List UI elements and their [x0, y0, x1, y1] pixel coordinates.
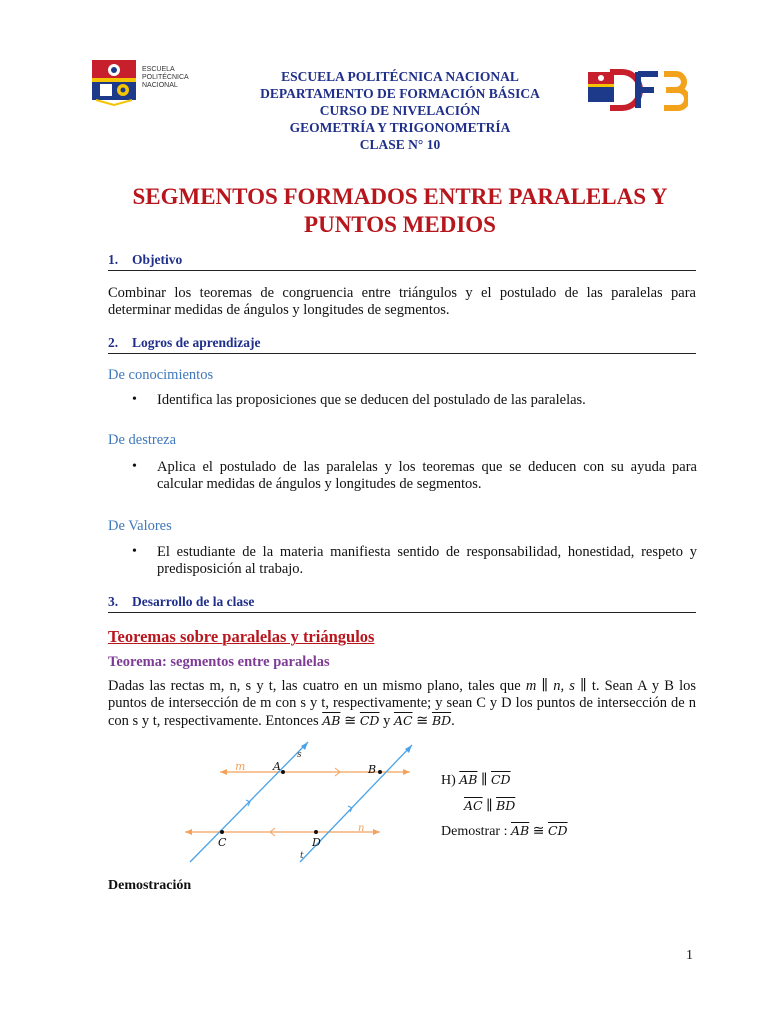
hypothesis-line1	[441, 772, 511, 789]
parallel-symbol: ∥	[486, 799, 493, 814]
header-institution: ESCUELA POLITÉCNICA NACIONAL	[281, 69, 519, 84]
epn-shield-icon	[90, 58, 138, 106]
section-label: Objetivo	[132, 252, 183, 267]
theorem-text-part2: t. Sean A y B los puntos de intersección de m con s y t, respectivamente; y sean C y D los puntos de intersección de n con s y t, respectivamente. Entonces	[108, 678, 697, 729]
segment-cd: $\overline{CD}$	[359, 713, 380, 728]
hypothesis-label: H)	[441, 773, 456, 788]
point-a	[281, 770, 285, 774]
congruent-symbol: ≅	[344, 713, 357, 729]
section-logros	[108, 335, 696, 354]
header-course: CURSO DE NIVELACIÓN	[319, 103, 481, 118]
label-c: C	[218, 836, 227, 849]
section-objetivo	[108, 252, 696, 271]
demostrar-label: Demostrar :	[441, 824, 508, 839]
congruent-symbol: ≅	[532, 824, 545, 839]
parallel-lines-figure	[180, 740, 420, 865]
bullet: •	[132, 544, 137, 559]
demostrar-line	[441, 823, 568, 840]
segment-cd: $\overline{CD}$	[547, 823, 568, 838]
bullet: •	[132, 392, 137, 407]
valores-item: El estudiante de la materia manifiesta sentido de responsabilidad, honestidad, respeto y predisposición al trabajo.	[157, 544, 697, 577]
line-ab: $\overline{AB}$	[459, 772, 478, 787]
line-cd: $\overline{CD}$	[490, 772, 511, 787]
subheading-conocimientos: De conocimientos	[108, 367, 214, 383]
bullet: •	[132, 459, 137, 474]
label-b: B	[368, 763, 377, 776]
section-label: Desarrollo de la clase	[132, 594, 255, 609]
label-m: m	[235, 760, 246, 773]
objetivo-text: Combinar los teoremas de congruencia entre triángulos y el postulado de las paralelas para determinar medidas de ángulos y longitudes de segmentos.	[108, 285, 696, 318]
parallel-symbol: ∥	[481, 773, 488, 788]
section-desarrollo	[108, 594, 696, 613]
point-d	[314, 830, 318, 834]
arrow-head	[373, 829, 380, 835]
arrow-head	[185, 829, 192, 835]
demostracion-heading: Demostración	[108, 878, 192, 893]
header-subject: GEOMETRÍA Y TRIGONOMETRÍA	[289, 120, 511, 135]
segment-ab: $\overline{AB}$	[510, 823, 530, 838]
label-s: s	[297, 750, 302, 760]
line-bd: $\overline{BD}$	[496, 798, 516, 813]
point-b	[378, 770, 382, 774]
epn-logo-text-3: NACIONAL	[142, 82, 178, 89]
arrow-head	[220, 769, 227, 775]
theorem-text-part1: Dadas las rectas m, n, s y t, las cuatro en un mismo plano, tales que	[108, 678, 521, 694]
label-t: t	[300, 851, 304, 861]
label-d: D	[312, 836, 321, 849]
segment-ab: $\overline{AB}$	[322, 713, 341, 728]
epn-logo	[90, 58, 190, 106]
segment-ac: $\overline{AC}$	[393, 713, 413, 728]
conocimientos-item: Identifica las proposiciones que se deducen del postulado de las paralelas.	[157, 392, 586, 408]
epn-logo-text-2: POLITÉCNICA	[142, 74, 189, 81]
arrow-head	[403, 769, 410, 775]
section-number: 2.	[108, 335, 119, 350]
section-number: 3.	[108, 594, 119, 609]
label-a: A	[273, 760, 281, 773]
subheading-destreza: De destreza	[108, 432, 177, 448]
destreza-item: Aplica el postulado de las paralelas y los teoremas que se deducen con su ayuda para calcular medidas de ángulos y longitudes de segmentos.	[157, 459, 697, 492]
header-class-number: CLASE N° 10	[359, 137, 441, 152]
point-c	[220, 830, 224, 834]
line-ac: $\overline{AC}$	[464, 798, 483, 813]
epn-logo-text-1: ESCUELA	[142, 66, 175, 73]
theorem-relation: m ∥ n, s ∥	[525, 678, 587, 694]
page-title-line1: SEGMENTOS FORMADOS ENTRE PARALELAS Y	[132, 184, 668, 209]
page-number: 1	[686, 948, 693, 963]
congruent-symbol: ≅	[416, 713, 429, 729]
hypothesis-line2	[464, 798, 515, 815]
section-number: 1.	[108, 252, 119, 267]
page-title-line2: PUNTOS MEDIOS	[304, 212, 496, 237]
subheading-valores: De Valores	[108, 518, 172, 534]
section-label: Logros de aprendizaje	[132, 335, 261, 350]
segment-bd: $\overline{BD}$	[431, 713, 452, 728]
theorem-title: Teorema: segmentos entre paralelas	[108, 654, 330, 670]
header-department: DEPARTAMENTO DE FORMACIÓN BÁSICA	[260, 86, 540, 101]
label-n: n	[358, 823, 365, 834]
figure-svg	[180, 740, 420, 865]
teoremas-heading: Teoremas sobre paralelas y triángulos	[108, 627, 375, 646]
theorem-statement: Dadas las rectas m, n, s y t, las cuatro en un mismo plano, tales que m ∥ n, s ∥ t. Sean A y B los puntos de intersección de m con s y t, respectivamente; y sean C y D los puntos de intersección de n con s y t, respectivamente. Entonces $\overline{AB}$ ≅ $\overline{CD}$ y $\overline{AC}$ ≅ $\overline{BD}$.	[108, 678, 697, 729]
conjunction: y	[383, 713, 391, 729]
